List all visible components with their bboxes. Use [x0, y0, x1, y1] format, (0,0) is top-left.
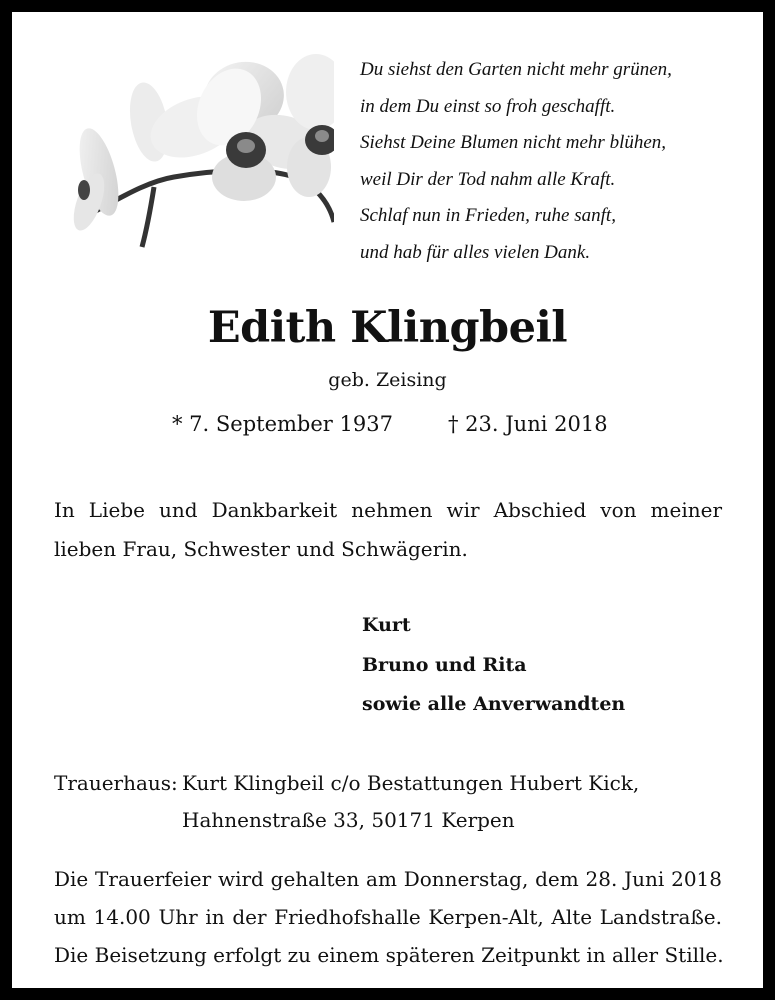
mourner: sowie alle Anverwandten: [362, 693, 626, 715]
maiden-name: geb. Zeising: [328, 369, 447, 391]
birth-date: * 7. September 1937: [172, 412, 393, 436]
poem-line: Du siehst den Garten nicht mehr grünen,: [360, 59, 672, 80]
ceremony-line: um 14.00 Uhr in der Friedhofshalle Kerpen-Alt, Alte Landstraße.: [54, 905, 722, 929]
poem-line: Siehst Deine Blumen nicht mehr blühen,: [360, 132, 667, 154]
orchid-icon: [54, 52, 334, 252]
mourners-list: [362, 606, 625, 725]
poem-line: weil Dir der Tod nahm alle Kraft.: [360, 168, 616, 190]
trauerhaus-address: [182, 765, 639, 839]
poem-line: und hab für alles vielen Dank.: [360, 241, 591, 263]
mourner: Kurt: [362, 614, 411, 636]
trauerhaus-label: Trauerhaus:: [54, 771, 178, 795]
deceased-name: Edith Klingbeil: [207, 303, 568, 353]
ceremony-line: Die Trauerfeier wird gehalten am Donnerstag, dem 28. Juni 2018: [54, 867, 722, 891]
farewell-text: In Liebe und Dankbarkeit nehmen wir Abschied von meiner lieben Frau, Schwester und Schwägerin.: [54, 498, 722, 561]
address-line: Kurt Klingbeil c/o Bestattungen Hubert Kick,: [182, 771, 640, 795]
ceremony-line: Die Beisetzung erfolgt zu einem späteren Zeitpunkt in aller Stille.: [54, 943, 724, 967]
poem-line: in dem Du einst so froh geschafft.: [360, 95, 616, 117]
ceremony-info: [54, 860, 722, 974]
poem-line: Schlaf nun in Frieden, ruhe sanft,: [360, 205, 616, 227]
poem: [360, 52, 672, 272]
address-line: Hahnenstraße 33, 50171 Kerpen: [182, 808, 515, 832]
mourner: Bruno und Rita: [362, 653, 527, 676]
death-date: † 23. Juni 2018: [448, 412, 608, 436]
